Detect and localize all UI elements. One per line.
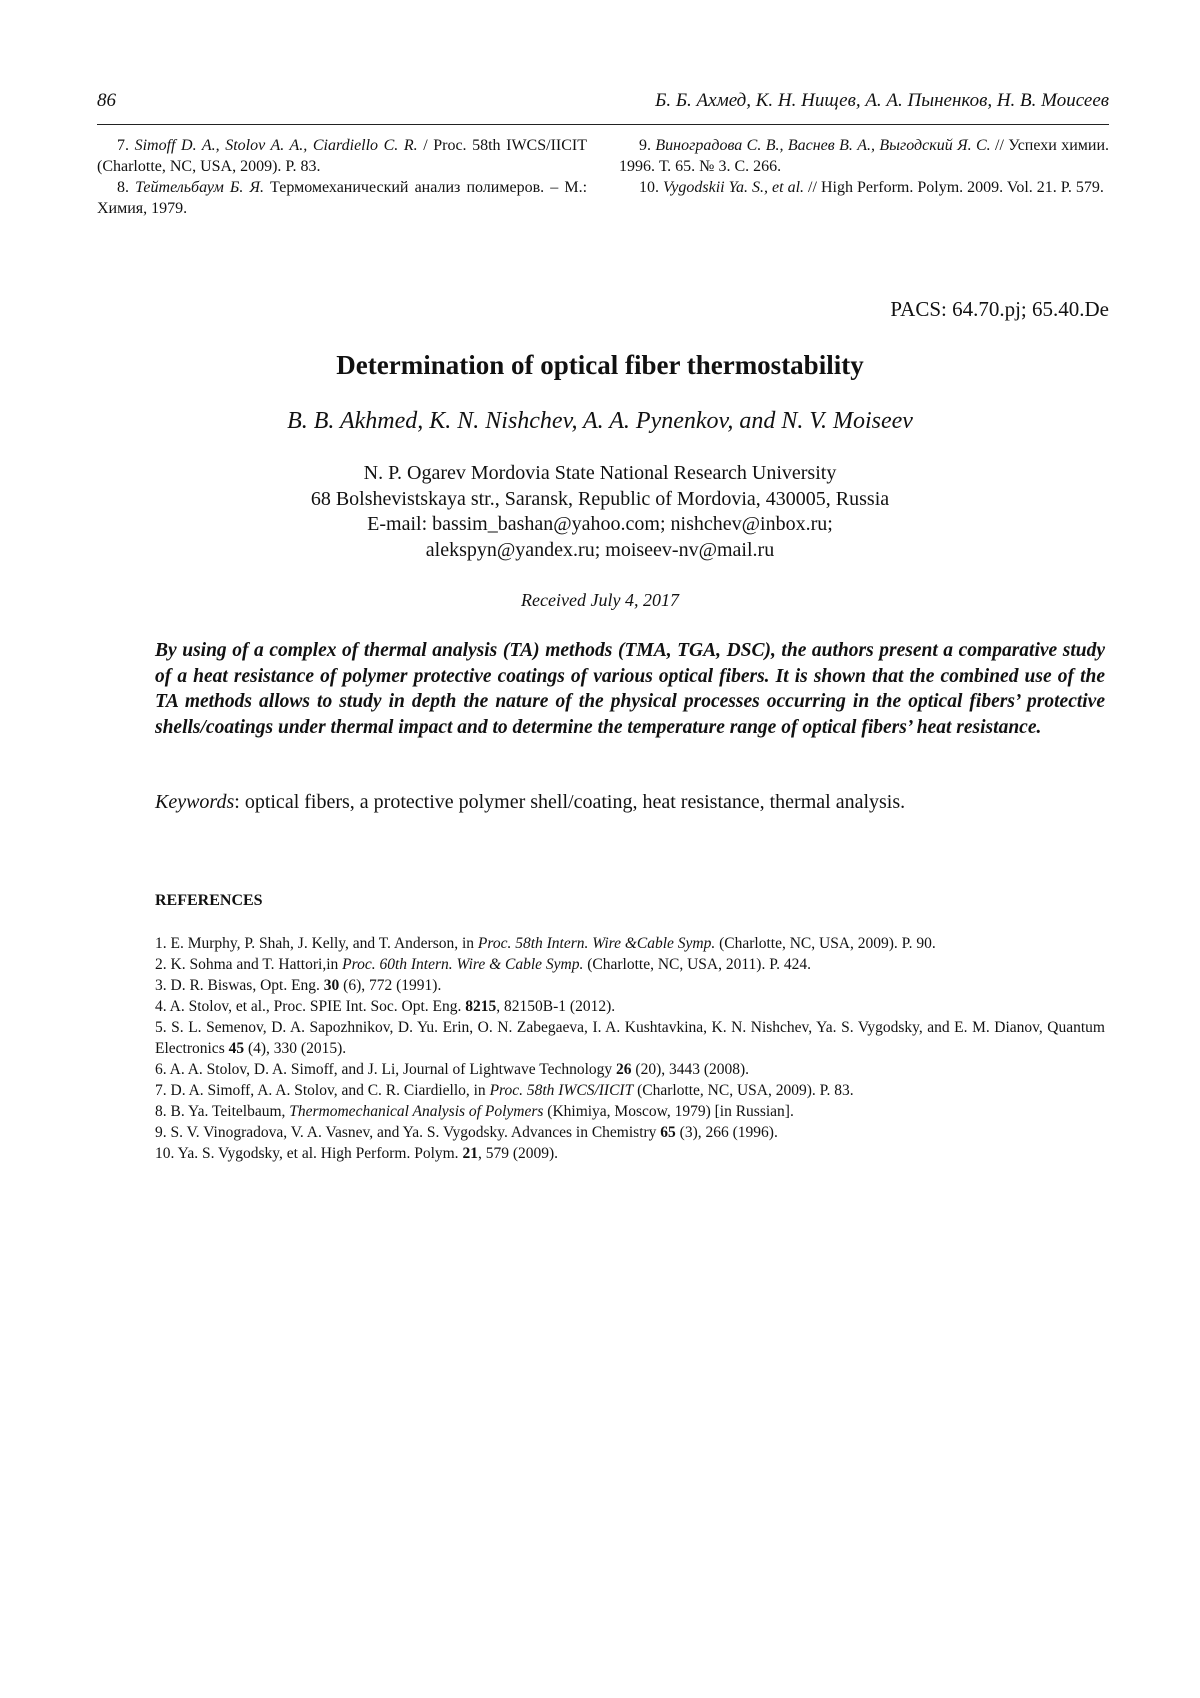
- running-head-authors: Б. Б. Ахмед, К. Н. Нищев, А. А. Пыненков, Н. В. Моисеев: [655, 90, 1109, 111]
- email-line: E-mail: bassim_bashan@yahoo.com; nishchev@inbox.ru;: [367, 513, 833, 535]
- references-list: [155, 933, 1105, 1164]
- reference-item: 5. S. L. Semenov, D. A. Sapozhnikov, D. Yu. Erin, O. N. Zabegaeva, I. A. Kushtavkina, K. N. Nishchev, Ya. S. Vygodsky, and E. M. Dianov, Quantum Electronics 45 (4), 330 (2015).: [155, 1019, 1105, 1057]
- reference-item: 2. K. Sohma and T. Hattori,in Proc. 60th Intern. Wire & Cable Symp. (Charlotte, NC, USA, 2011). P. 424.: [155, 956, 811, 973]
- previous-reference: 7. Simoff D. A., Stolov A. A., Ciardiello C. R. / Proc. 58th IWCS/IICIT (Charlotte, NC, USA, 2009). P. 83.: [97, 137, 588, 175]
- page-number: 86: [97, 90, 116, 111]
- keywords-label: Keywords: [155, 791, 235, 813]
- affiliation-line: 68 Bolshevistskaya str., Saransk, Republic of Mordovia, 430005, Russia: [310, 487, 890, 510]
- reference-item: 9. S. V. Vinogradova, V. A. Vasnev, and Ya. S. Vygodsky. Advances in Chemistry 65 (3), 266 (1996).: [155, 1124, 778, 1141]
- keywords: [155, 791, 1115, 814]
- previous-reference: 10. Vygodskii Ya. S., et al. // High Perform. Polym. 2009. Vol. 21. P. 579.: [639, 179, 1104, 196]
- article-title: Determination of optical fiber thermostability: [336, 350, 864, 380]
- previous-references-right-column: [619, 135, 1109, 198]
- article-authors: B. B. Akhmed, K. N. Nishchev, A. A. Pynenkov, and N. V. Moiseev: [287, 408, 913, 434]
- reference-item: 6. A. A. Stolov, D. A. Simoff, and J. Li, Journal of Lightwave Technology 26 (20), 3443 (2008).: [155, 1061, 750, 1078]
- reference-item: 7. D. A. Simoff, A. A. Stolov, and C. R. Ciardiello, in Proc. 58th IWCS/IICIT (Charlotte, NC, USA, 2009). P. 83.: [155, 1082, 854, 1099]
- running-head: [97, 90, 1109, 120]
- reference-item: 4. A. Stolov, et al., Proc. SPIE Int. Soc. Opt. Eng. 8215, 82150B-1 (2012).: [155, 998, 616, 1015]
- header-rule: [97, 124, 1109, 125]
- reference-item: 1. E. Murphy, P. Shah, J. Kelly, and T. Anderson, in Proc. 58th Intern. Wire &Cable Symp. (Charlotte, NC, USA, 2009). P. 90.: [155, 935, 936, 952]
- reference-item: 8. B. Ya. Teitelbaum, Thermomechanical Analysis of Polymers (Khimiya, Moscow, 1979) [in Russian].: [155, 1103, 794, 1120]
- affiliation-line: N. P. Ogarev Mordovia State National Research University: [363, 462, 837, 484]
- previous-references-left-column: [97, 135, 587, 219]
- abstract: By using of a complex of thermal analysis (TA) methods (TMA, TGA, DSC), the authors present a comparative study of a heat resistance of polymer protective coatings of various optical fibers. It is shown that the combined use of the TA methods allows to study in depth the nature of the physical processes occurring in the optical fibers’ protective shells/coatings under thermal impact and to determine the temperature range of optical fibers’ heat resistance.: [155, 640, 1105, 738]
- received-date: Received July 4, 2017: [521, 590, 679, 610]
- references-heading: REFERENCES: [155, 892, 263, 909]
- affiliation-block: [0, 461, 1200, 563]
- previous-reference: 9. Виноградова С. В., Васнев В. А., Выгодский Я. С. // Успехи химии. 1996. Т. 65. № 3. С. 266.: [619, 137, 1110, 175]
- email-line: alekspyn@yandex.ru; moiseev-nv@mail.ru: [425, 538, 775, 561]
- reference-item: 10. Ya. S. Vygodsky, et al. High Perform. Polym. 21, 579 (2009).: [155, 1145, 559, 1162]
- reference-item: 3. D. R. Biswas, Opt. Eng. 30 (6), 772 (1991).: [155, 977, 442, 994]
- pacs-codes: PACS: 64.70.pj; 65.40.De: [890, 297, 1109, 321]
- keywords-text: : optical fibers, a protective polymer shell/coating, heat resistance, thermal analysis.: [234, 791, 906, 813]
- previous-reference: 8. Тейтельбаум Б. Я. Термомеханический анализ полимеров. – М.: Химия, 1979.: [97, 179, 588, 217]
